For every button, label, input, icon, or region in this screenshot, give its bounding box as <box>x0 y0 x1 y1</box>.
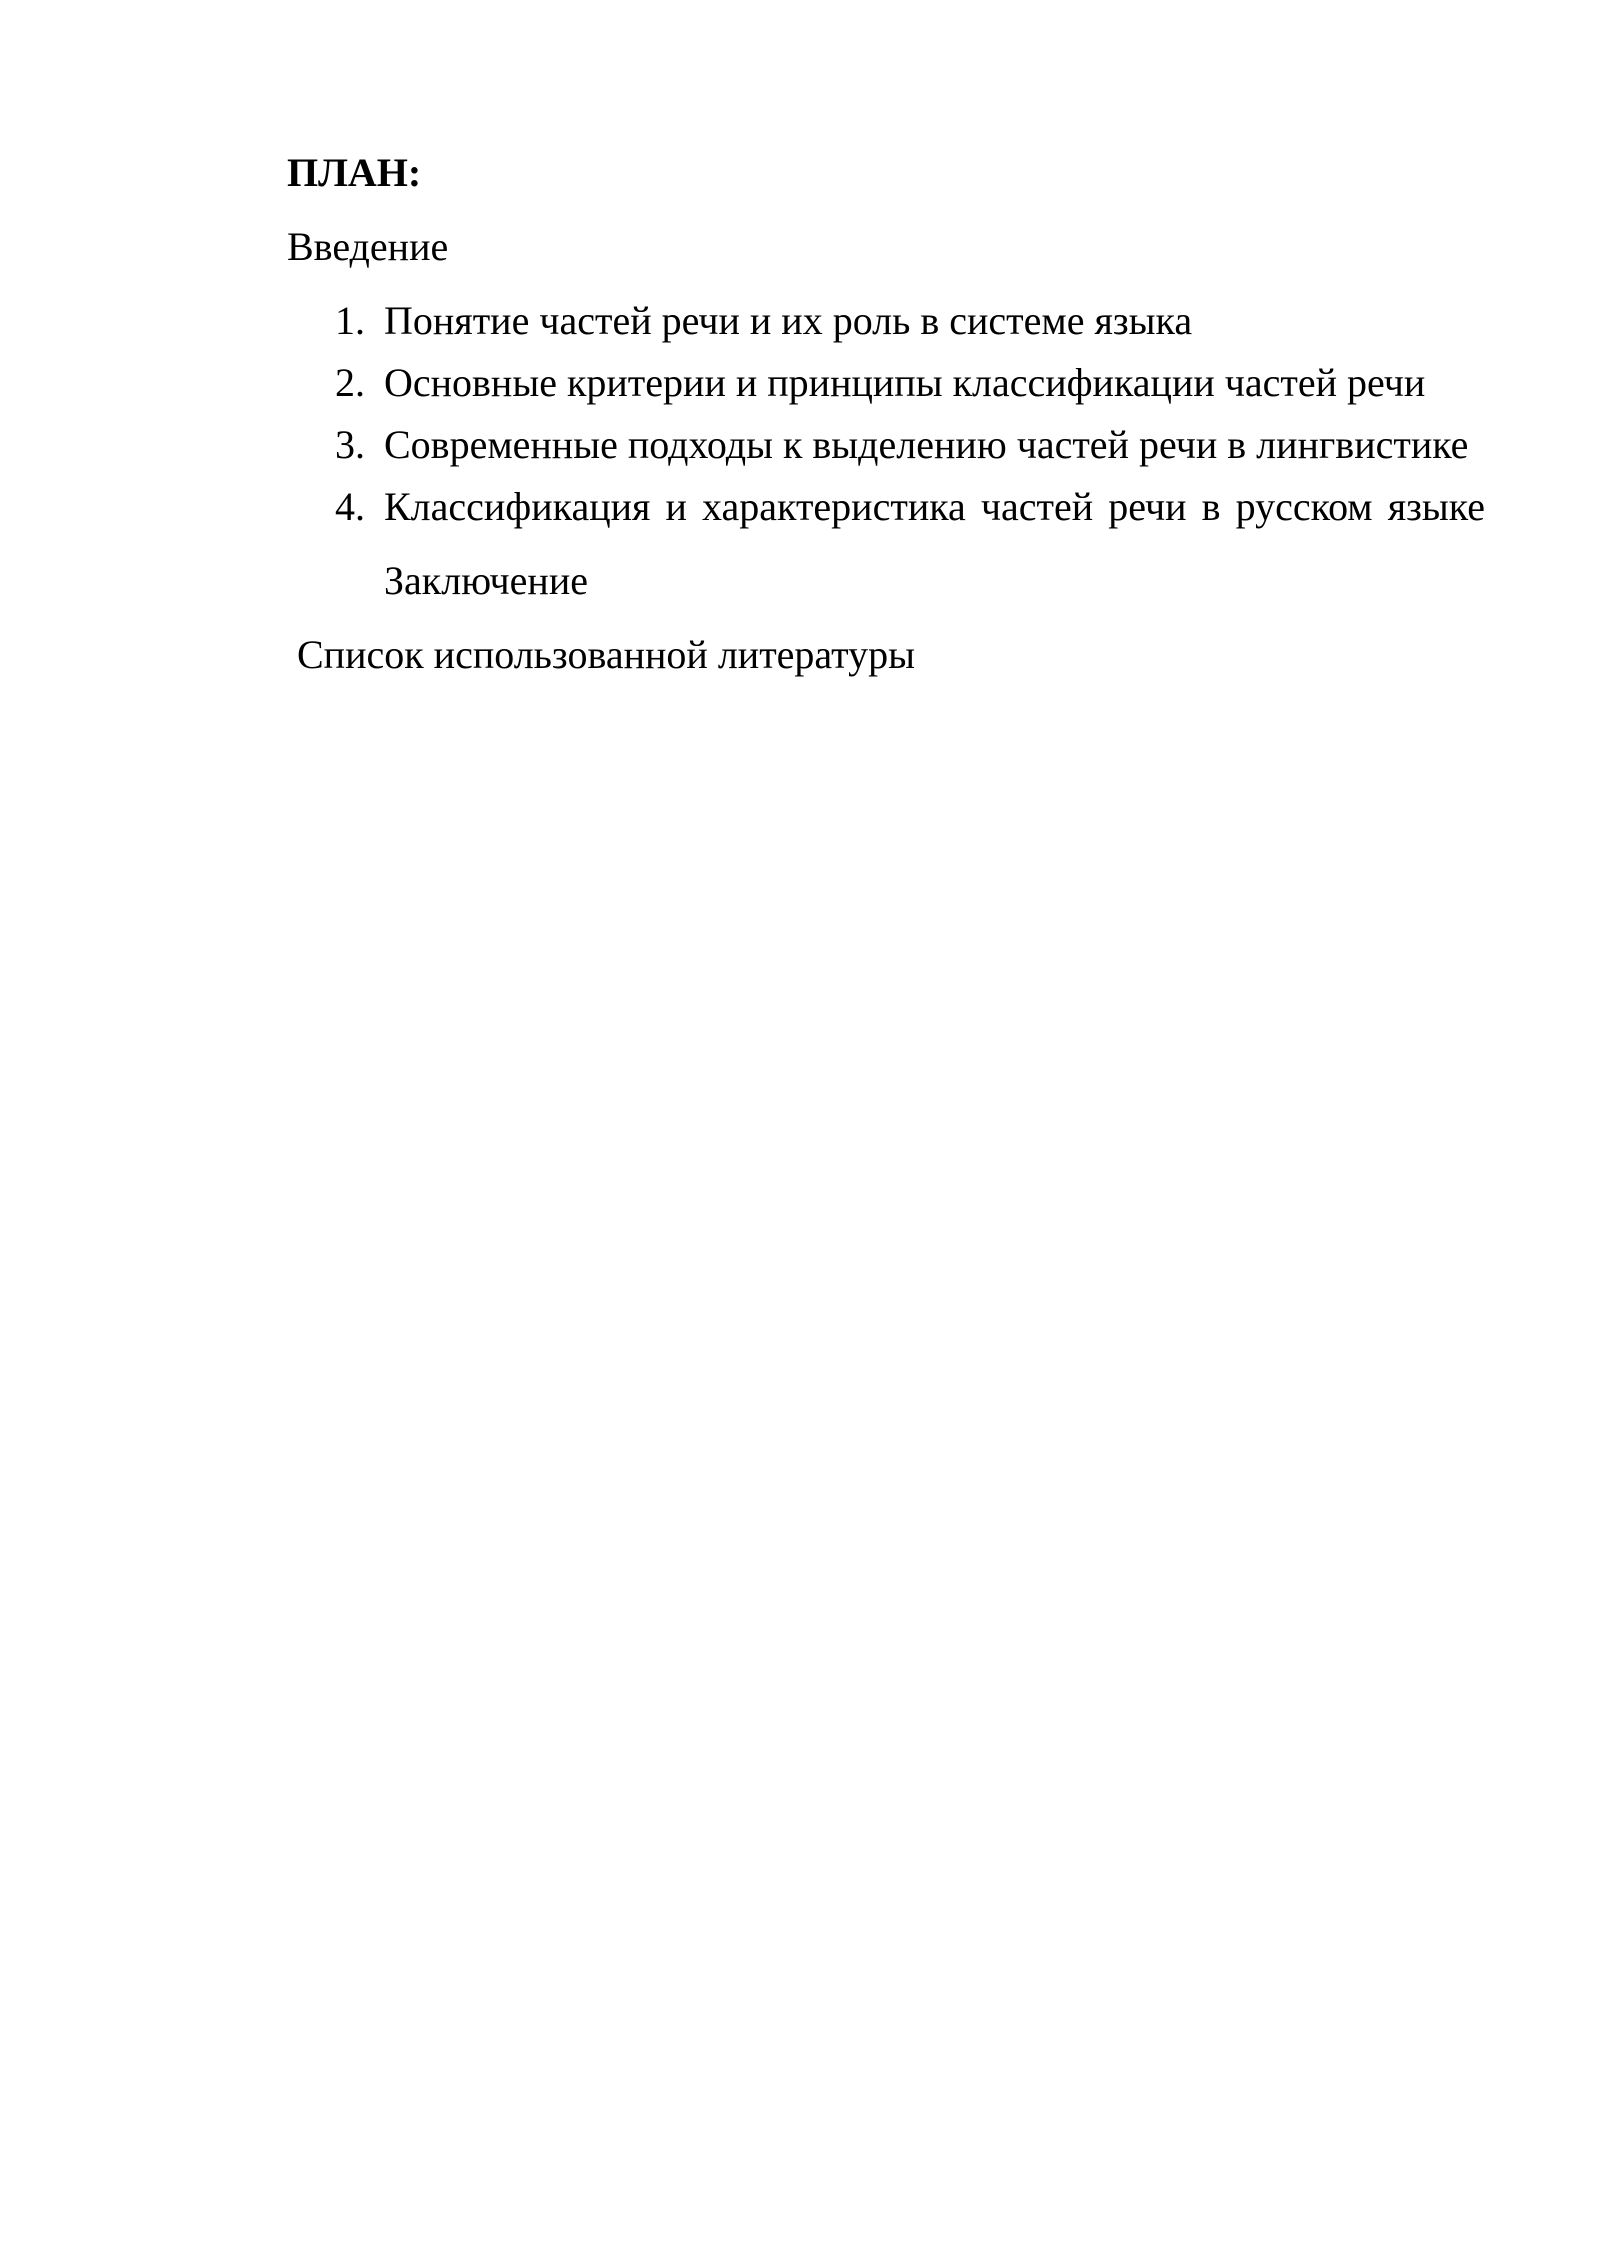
plan-item-text: Понятие частей речи и их роль в системе языка <box>384 298 1193 343</box>
references-entry: Список использованной литературы <box>297 632 915 677</box>
plan-item <box>287 470 1485 618</box>
intro-entry: Введение <box>287 224 449 269</box>
plan-item-text: Классификация и характеристика частей речи в русском языке Заключение <box>384 484 1485 603</box>
plan-item-number: 3. <box>335 422 365 467</box>
plan-item-number: 1. <box>335 298 365 343</box>
plan-item-text: Современные подходы к выделению частей речи в лингвистике <box>384 422 1469 467</box>
page-title: ПЛАН: <box>287 150 422 195</box>
plan-list <box>287 284 1485 618</box>
plan-section <box>287 148 1485 680</box>
plan-item-number: 4. <box>335 484 365 529</box>
plan-item-number: 2. <box>335 360 365 405</box>
plan-item-text: Основные критерии и принципы классификации частей речи <box>384 360 1426 405</box>
